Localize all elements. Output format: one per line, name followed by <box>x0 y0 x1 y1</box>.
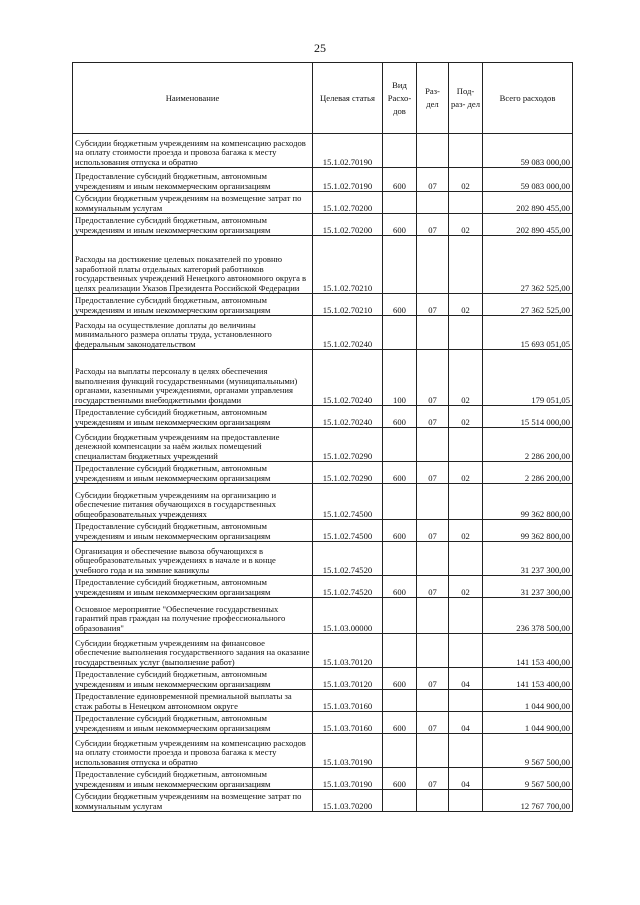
cell-section: 07 <box>417 668 449 690</box>
cell-expense-type: 600 <box>383 576 417 598</box>
table-row <box>73 214 573 236</box>
cell-total: 141 153 400,00 <box>483 668 573 690</box>
cell-section: 07 <box>417 214 449 236</box>
cell-total: 2 286 200,00 <box>483 462 573 484</box>
cell-section: 07 <box>417 520 449 542</box>
cell-target-article: 15.1.03.70200 <box>313 790 383 812</box>
header-name: Наименование <box>73 63 313 134</box>
cell-total: 202 890 455,00 <box>483 192 573 214</box>
table-body <box>73 134 573 812</box>
cell-name: Предоставление субсидий бюджетным, автономным учреждениям и иным некоммерческим организациям <box>73 214 313 236</box>
cell-total: 9 567 500,00 <box>483 734 573 768</box>
header-expense-type: Вид Расхо- дов <box>383 63 417 134</box>
table-row <box>73 428 573 462</box>
cell-target-article: 15.1.02.70190 <box>313 134 383 168</box>
cell-expense-type: 600 <box>383 768 417 790</box>
table-row <box>73 520 573 542</box>
cell-subsection <box>449 542 483 576</box>
cell-expense-type <box>383 690 417 712</box>
cell-total: 59 083 000,00 <box>483 168 573 192</box>
cell-name: Субсидии бюджетным учреждениям на компенсацию расходов на оплату стоимости проезда и провоза багажа к месту использования отпуска и обратно <box>73 134 313 168</box>
cell-expense-type <box>383 316 417 350</box>
cell-name: Основное мероприятие "Обеспечение государственных гарантий прав граждан на получение профессионального образования" <box>73 598 313 634</box>
cell-target-article: 15.1.03.70120 <box>313 634 383 668</box>
cell-total: 59 083 000,00 <box>483 134 573 168</box>
table-row <box>73 712 573 734</box>
header-subsection: Под- раз- дел <box>449 63 483 134</box>
cell-section: 07 <box>417 168 449 192</box>
cell-name: Предоставление субсидий бюджетным, автономным учреждениям и иным некоммерческим организациям <box>73 294 313 316</box>
cell-total: 27 362 525,00 <box>483 236 573 294</box>
cell-total: 99 362 800,00 <box>483 520 573 542</box>
table-row <box>73 634 573 668</box>
cell-total: 27 362 525,00 <box>483 294 573 316</box>
cell-name: Расходы на достижение целевых показателей по уровню заработной платы отдельных категорий работников государственных учреждений Ненецкого автономного округа в целях реализации Указов Президента Российской Федерации <box>73 236 313 294</box>
cell-total: 15 514 000,00 <box>483 406 573 428</box>
cell-subsection <box>449 790 483 812</box>
cell-total: 1 044 900,00 <box>483 712 573 734</box>
cell-expense-type: 600 <box>383 712 417 734</box>
cell-target-article: 15.1.02.70290 <box>313 428 383 462</box>
cell-subsection <box>449 634 483 668</box>
cell-subsection <box>449 734 483 768</box>
cell-section <box>417 598 449 634</box>
header-section: Раз- дел <box>417 63 449 134</box>
cell-subsection: 02 <box>449 214 483 236</box>
cell-section: 07 <box>417 406 449 428</box>
cell-name: Предоставление единовременной премиальной выплаты за стаж работы в Ненецком автономном округе <box>73 690 313 712</box>
cell-subsection <box>449 484 483 520</box>
cell-total: 2 286 200,00 <box>483 428 573 462</box>
cell-section: 07 <box>417 768 449 790</box>
cell-expense-type <box>383 542 417 576</box>
cell-expense-type: 100 <box>383 350 417 406</box>
cell-total: 9 567 500,00 <box>483 768 573 790</box>
cell-subsection <box>449 316 483 350</box>
cell-total: 31 237 300,00 <box>483 576 573 598</box>
table-row <box>73 768 573 790</box>
cell-total: 236 378 500,00 <box>483 598 573 634</box>
cell-name: Расходы на выплаты персоналу в целях обеспечения выполнения функций государственными (муниципальными) органами, казенными учреждениями, органами управления государственными внебюджетными фондами <box>73 350 313 406</box>
table-row <box>73 690 573 712</box>
cell-section <box>417 734 449 768</box>
cell-name: Предоставление субсидий бюджетным, автономным учреждениям и иным некоммерческим организациям <box>73 768 313 790</box>
header-total-expenses: Всего расходов <box>483 63 573 134</box>
cell-name: Субсидии бюджетным учреждениям на возмещение затрат по коммунальным услугам <box>73 790 313 812</box>
cell-expense-type: 600 <box>383 214 417 236</box>
page-number: 25 <box>314 41 326 55</box>
cell-section <box>417 790 449 812</box>
cell-target-article: 15.1.02.70290 <box>313 462 383 484</box>
cell-section <box>417 134 449 168</box>
budget-table <box>72 62 573 812</box>
cell-section <box>417 484 449 520</box>
table-row <box>73 542 573 576</box>
table-row <box>73 316 573 350</box>
table-row <box>73 734 573 768</box>
table-row <box>73 294 573 316</box>
cell-expense-type <box>383 484 417 520</box>
cell-expense-type <box>383 192 417 214</box>
cell-subsection <box>449 598 483 634</box>
cell-target-article: 15.1.03.70120 <box>313 668 383 690</box>
table-row <box>73 168 573 192</box>
cell-name: Предоставление субсидий бюджетным, автономным учреждениям и иным некоммерческим организациям <box>73 406 313 428</box>
cell-expense-type <box>383 598 417 634</box>
cell-expense-type: 600 <box>383 294 417 316</box>
cell-subsection <box>449 192 483 214</box>
cell-expense-type: 600 <box>383 406 417 428</box>
cell-target-article: 15.1.02.70200 <box>313 214 383 236</box>
table-row <box>73 484 573 520</box>
cell-name: Субсидии бюджетным учреждениям на возмещение затрат по коммунальным услугам <box>73 192 313 214</box>
cell-total: 12 767 700,00 <box>483 790 573 812</box>
table-row <box>73 576 573 598</box>
cell-section: 07 <box>417 712 449 734</box>
cell-total: 31 237 300,00 <box>483 542 573 576</box>
cell-total: 15 693 051,05 <box>483 316 573 350</box>
cell-expense-type <box>383 734 417 768</box>
cell-name: Субсидии бюджетным учреждениям на предоставление денежной компенсации за наём жилых помещений специалистам бюджетных учреждений <box>73 428 313 462</box>
cell-target-article: 15.1.02.74500 <box>313 520 383 542</box>
header-target-article: Целевая статья <box>313 63 383 134</box>
table-row <box>73 406 573 428</box>
cell-section <box>417 192 449 214</box>
cell-expense-type <box>383 428 417 462</box>
cell-name: Предоставление субсидий бюджетным, автономным учреждениям и иным некоммерческим организациям <box>73 520 313 542</box>
cell-target-article: 15.1.03.70160 <box>313 690 383 712</box>
table-row <box>73 236 573 294</box>
cell-total: 179 051,05 <box>483 350 573 406</box>
cell-expense-type <box>383 790 417 812</box>
cell-section <box>417 690 449 712</box>
cell-subsection <box>449 134 483 168</box>
cell-name: Организация и обеспечение вывоза обучающихся в общеобразовательных учреждениях в начале и в конце учебного года и на зимние каникулы <box>73 542 313 576</box>
cell-target-article: 15.1.02.70240 <box>313 316 383 350</box>
cell-subsection: 02 <box>449 520 483 542</box>
cell-subsection: 04 <box>449 768 483 790</box>
cell-name: Субсидии бюджетным учреждениям на компенсацию расходов на оплату стоимости проезда и провоза багажа к месту использования отпуска и обратно <box>73 734 313 768</box>
table-row <box>73 462 573 484</box>
cell-subsection: 02 <box>449 462 483 484</box>
cell-target-article: 15.1.02.70190 <box>313 168 383 192</box>
cell-total: 202 890 455,00 <box>483 214 573 236</box>
cell-target-article: 15.1.02.74500 <box>313 484 383 520</box>
table-row <box>73 790 573 812</box>
cell-name: Предоставление субсидий бюджетным, автономным учреждениям и иным некоммерческим организациям <box>73 576 313 598</box>
cell-target-article: 15.1.03.70160 <box>313 712 383 734</box>
cell-subsection <box>449 428 483 462</box>
cell-name: Расходы на осуществление доплаты до величины минимального размера оплаты труда, установленного федеральным законодательством <box>73 316 313 350</box>
cell-section <box>417 236 449 294</box>
cell-subsection: 02 <box>449 576 483 598</box>
cell-expense-type <box>383 634 417 668</box>
table-row <box>73 598 573 634</box>
cell-section <box>417 316 449 350</box>
cell-total: 141 153 400,00 <box>483 634 573 668</box>
cell-target-article: 15.1.02.74520 <box>313 542 383 576</box>
cell-subsection <box>449 236 483 294</box>
cell-expense-type: 600 <box>383 668 417 690</box>
cell-name: Субсидии бюджетным учреждениям на организацию и обеспечение питания обучающихся в государственных общеобразовательных учреждениях <box>73 484 313 520</box>
cell-name: Предоставление субсидий бюджетным, автономным учреждениям и иным некоммерческим организациям <box>73 668 313 690</box>
table-row <box>73 350 573 406</box>
cell-subsection <box>449 690 483 712</box>
cell-expense-type <box>383 236 417 294</box>
cell-expense-type: 600 <box>383 462 417 484</box>
cell-name: Предоставление субсидий бюджетным, автономным учреждениям и иным некоммерческим организациям <box>73 462 313 484</box>
cell-subsection: 04 <box>449 668 483 690</box>
cell-subsection: 02 <box>449 406 483 428</box>
cell-section <box>417 634 449 668</box>
cell-target-article: 15.1.03.70190 <box>313 734 383 768</box>
cell-target-article: 15.1.02.70200 <box>313 192 383 214</box>
table-header-row <box>73 63 573 134</box>
cell-section: 07 <box>417 576 449 598</box>
cell-subsection: 02 <box>449 350 483 406</box>
cell-expense-type: 600 <box>383 168 417 192</box>
table-row <box>73 668 573 690</box>
cell-target-article: 15.1.02.70210 <box>313 294 383 316</box>
cell-subsection: 02 <box>449 168 483 192</box>
table-row <box>73 192 573 214</box>
cell-target-article: 15.1.03.70190 <box>313 768 383 790</box>
cell-subsection: 02 <box>449 294 483 316</box>
cell-expense-type <box>383 134 417 168</box>
cell-section: 07 <box>417 294 449 316</box>
cell-target-article: 15.1.02.70210 <box>313 236 383 294</box>
cell-section <box>417 542 449 576</box>
cell-target-article: 15.1.02.74520 <box>313 576 383 598</box>
cell-name: Предоставление субсидий бюджетным, автономным учреждениям и иным некоммерческим организациям <box>73 712 313 734</box>
cell-name: Субсидии бюджетным учреждениям на финансовое обеспечение выполнения государственного задания на оказание государственных услуг (выполнение работ) <box>73 634 313 668</box>
cell-total: 1 044 900,00 <box>483 690 573 712</box>
cell-subsection: 04 <box>449 712 483 734</box>
table-row <box>73 134 573 168</box>
cell-total: 99 362 800,00 <box>483 484 573 520</box>
cell-section <box>417 428 449 462</box>
cell-section: 07 <box>417 350 449 406</box>
cell-expense-type: 600 <box>383 520 417 542</box>
cell-target-article: 15.1.02.70240 <box>313 350 383 406</box>
cell-target-article: 15.1.03.00000 <box>313 598 383 634</box>
cell-name: Предоставление субсидий бюджетным, автономным учреждениям и иным некоммерческим организациям <box>73 168 313 192</box>
cell-target-article: 15.1.02.70240 <box>313 406 383 428</box>
cell-section: 07 <box>417 462 449 484</box>
